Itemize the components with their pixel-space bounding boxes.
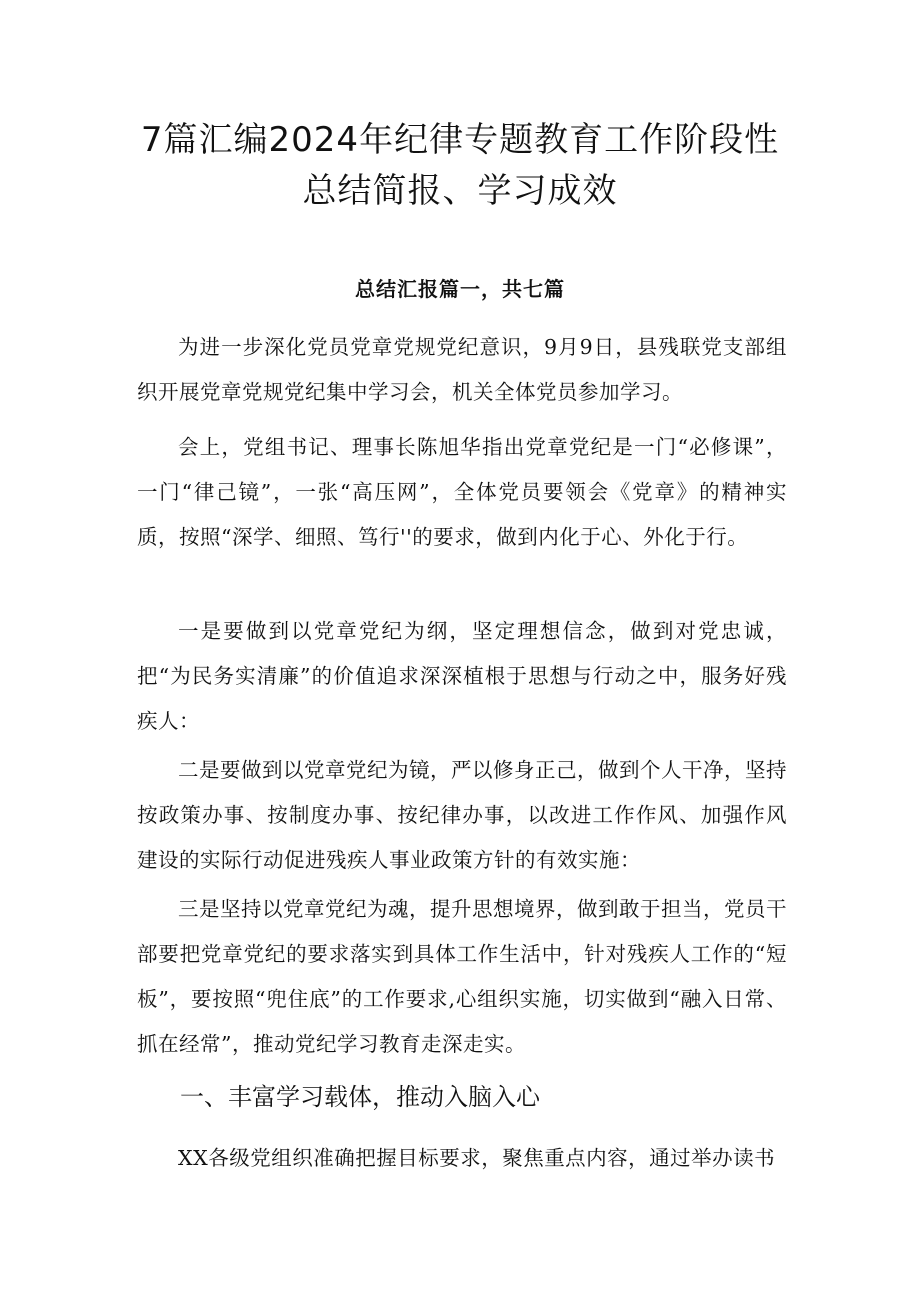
paragraph-5: 三是坚持以党章党纪为魂，提升思想境界，做到敢于担当，党员干部要把党章党纪的要求落实到具体工作生活中，针对残疾人工作的“短板”，要按照“兜住底”的工作要求,心组织实施，切实做到“融入日常、抓在经常”，推动党纪学习教育走深走实。 bbox=[137, 897, 787, 1056]
paragraph-1: 为进一步深化党员党章党规党纪意识，9月9日，县残联党支部组织开展党章党规党纪集中学习会，机关全体党员参加学习。 bbox=[137, 335, 787, 404]
document-title-line-2: 总结简报、学习成效 bbox=[302, 171, 618, 211]
paragraph-6: XX各级党组织准确把握目标要求，聚焦重点内容，通过举办读书 bbox=[178, 1146, 776, 1170]
paragraph-4: 二是要做到以党章党纪为镜，严以修身正己，做到个人干净，坚持按政策办事、按制度办事、按纪律办事，以改进工作作风、加强作风建设的实际行动促进残疾人事业政策方针的有效实施： bbox=[137, 758, 787, 872]
paragraph-3: 一是要做到以党章党纪为纲，坚定理想信念，做到对党忠诚，把“为民务实清廉”的价值追求深深植根于思想与行动之中，服务好残疾人： bbox=[137, 619, 787, 733]
heading-1: 一、丰富学习载体，推动入脑入心 bbox=[180, 1083, 540, 1111]
paragraph-2: 会上，党组书记、理事长陈旭华指出党章党纪是一门“必修课”，一门“律己镜”，一张“高压网”，全体党员要领会《党章》的精神实质，按照“深学、细照、笃行''的要求，做到内化于心、外化于行。 bbox=[137, 435, 787, 549]
section-title: 总结汇报篇一，共七篇 bbox=[355, 277, 565, 301]
document-title-line-1: 7篇汇编2024年纪律专题教育工作阶段性 bbox=[140, 120, 780, 160]
